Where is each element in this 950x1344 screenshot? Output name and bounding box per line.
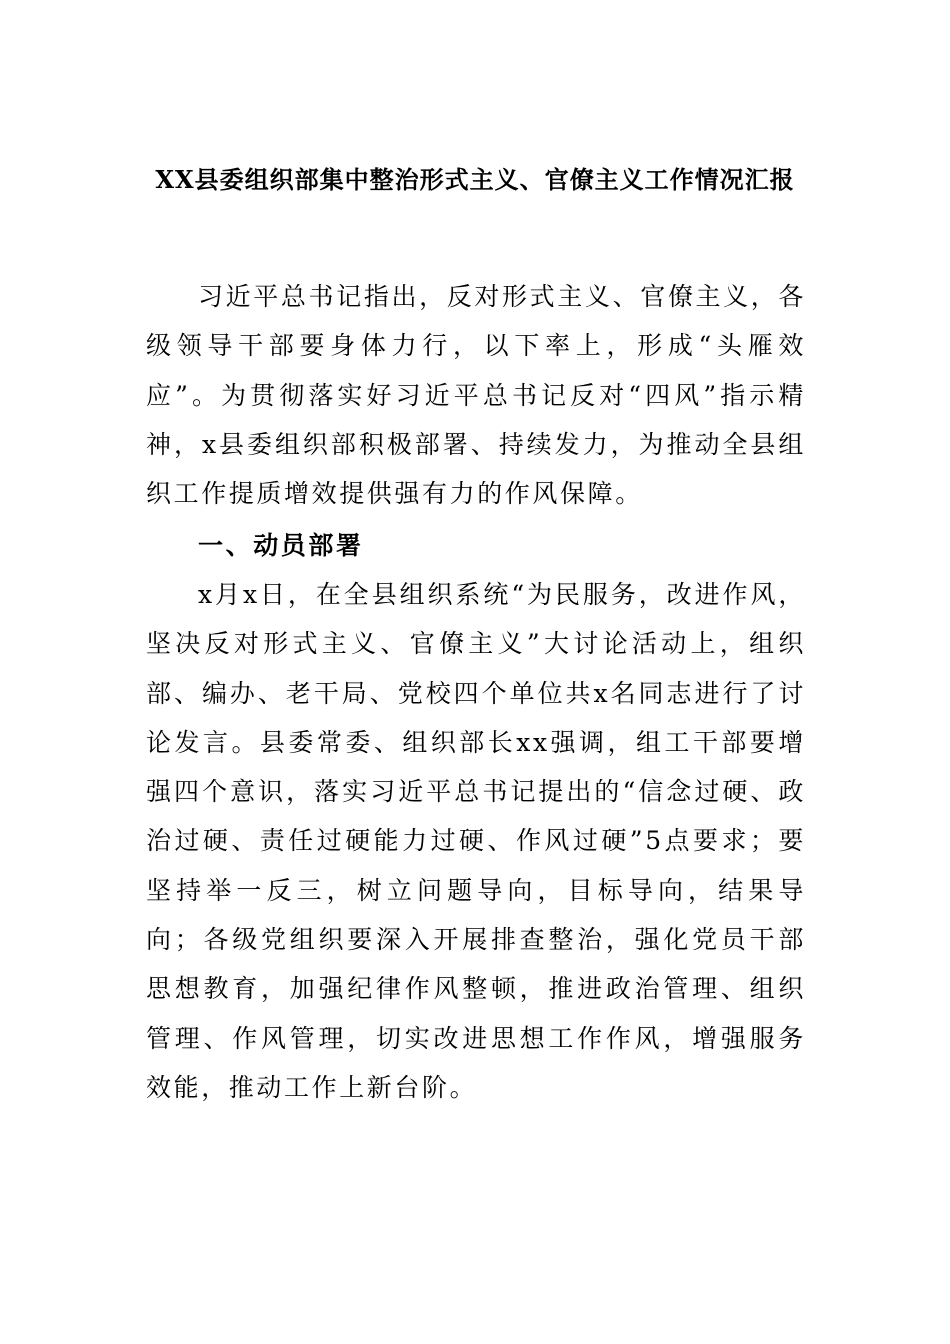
- intro-paragraph: 习近平总书记指出，反对形式主义、官僚主义，各级领导干部要身体力行，以下率上，形成“头雁效应”。为贯彻落实好习近平总书记反对“四风”指示精神，x县委组织部积极部署、持续发力，为推动全县组织工作提质增效提供强有力的作风保障。: [146, 282, 806, 509]
- section-paragraph: x月x日，在全县组织系统“为民服务，改进作风，坚决反对形式主义、官僚主义”大讨论活动上，组织部、编办、老干局、党校四个单位共x名同志进行了讨论发言。县委常委、组织部长xx强调，组工干部要增强四个意识，落实习近平总书记提出的“信念过硬、政治过硬、责任过硬能力过硬、作风过硬”5点要求；要坚持举一反三，树立问题导向，目标导向，结果导向；各级党组织要深入开展排查整治，强化党员干部思想教育，加强纪律作风整顿，推进政治管理、组织管理、作风管理，切实改进思想工作作风，增强服务效能，推动工作上新台阶。: [146, 580, 806, 1102]
- section-heading: 一、动员部署: [198, 531, 364, 560]
- document-title: XX县委组织部集中整治形式主义、官僚主义工作情况汇报: [155, 165, 795, 194]
